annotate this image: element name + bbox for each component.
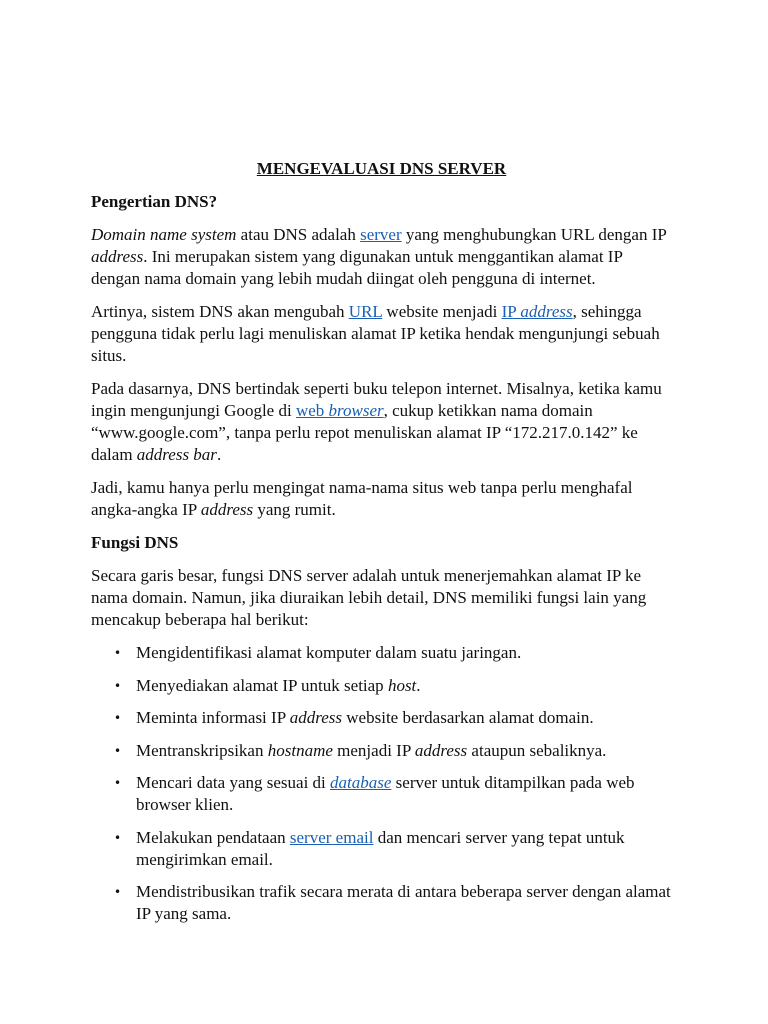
text-segment: menjadi IP [332, 740, 415, 760]
link-ip-address[interactable] [502, 302, 573, 321]
text-segment: atau DNS adalah [236, 225, 361, 244]
heading-fungsi-dns: Fungsi DNS [91, 533, 179, 552]
link-text: web [295, 401, 329, 420]
text-segment: Menyediakan alamat IP untuk setiap [136, 675, 388, 695]
text-segment: Meminta informasi IP [136, 708, 290, 727]
paragraph-meaning [91, 301, 672, 367]
text-segment: . Ini merupakan sistem yang digunakan untuk menggantikan alamat IP dengan nama domain yang lebih mudah diingat oleh pengguna di internet. [91, 247, 623, 288]
list-item [136, 881, 672, 925]
paragraph-summary [91, 477, 672, 521]
link-text: database [330, 773, 392, 792]
list-item [136, 772, 672, 816]
text-segment: address [289, 708, 343, 727]
link-text: IP [501, 302, 521, 321]
paragraph-definition [91, 224, 672, 290]
paragraph-functions-intro: Secara garis besar, fungsi DNS server adalah untuk menerjemahkan alamat IP ke nama domain. Namun, jika diuraikan lebih detail, DNS memiliki fungsi lain yang mencakup beberapa hal berikut: [91, 566, 647, 629]
text-segment: ataupun sebaliknya. [467, 740, 607, 760]
text-segment: . [416, 675, 421, 695]
text-segment: Mendistribusikan trafik secara merata di antara beberapa server dengan alamat IP yang sama. [136, 882, 671, 923]
text-segment: website menjadi [382, 302, 502, 321]
link-text: address [520, 302, 573, 321]
text-segment: server untuk ditampilkan pada web browser klien. [136, 773, 635, 814]
link-text: browser [328, 401, 384, 420]
text-segment: yang menghubungkan URL dengan IP [401, 225, 667, 244]
list-item [136, 707, 672, 729]
document-title: MENGEVALUASI DNS SERVER [256, 159, 507, 178]
text-segment: yang rumit. [253, 500, 336, 519]
text-segment: address bar [136, 445, 217, 464]
text-segment: address [200, 500, 254, 519]
paragraph-phonebook [91, 378, 672, 466]
text-segment: Pada dasarnya, DNS bertindak seperti buku telepon internet. Misalnya, ketika kamu ingin mengunjungi Google di [91, 379, 662, 420]
link-database[interactable] [330, 773, 391, 792]
text-segment: Jadi, kamu hanya perlu mengingat nama-nama situs web tanpa perlu menghafal angka-angka IP [91, 478, 633, 519]
text-segment: Mentranskripsikan [136, 740, 268, 760]
text-segment: address [91, 247, 144, 266]
text-segment: Mengidentifikasi alamat komputer dalam suatu jaringan. [136, 643, 522, 662]
text-segment: address [414, 740, 468, 760]
list-item [136, 642, 672, 664]
text-segment: Artinya, sistem DNS akan mengubah [91, 302, 349, 321]
text-segment: , sehingga pengguna tidak perlu lagi menuliskan alamat IP ketika hendak mengunjungi sebuah situs. [91, 302, 660, 365]
text-segment: Mencari data yang sesuai di [136, 773, 331, 792]
text-segment: hostname [267, 740, 333, 760]
list-item [136, 740, 672, 762]
link-web-browser[interactable] [296, 401, 384, 420]
text-segment: , cukup ketikkan nama domain “www.google.com”, tanpa perlu repot menuliskan alamat IP “172.217.0.142” ke dalam [91, 401, 638, 464]
text-segment: Domain name system [91, 225, 237, 244]
text-segment: website berdasarkan alamat domain. [342, 708, 594, 727]
link-server-email[interactable]: server email [289, 827, 374, 847]
link-server[interactable]: server [360, 225, 402, 244]
link-url[interactable]: URL [348, 302, 383, 321]
text-segment: Melakukan pendataan [136, 827, 290, 847]
list-item [136, 675, 672, 697]
list-item [136, 827, 672, 871]
functions-list [91, 642, 672, 925]
text-segment: . [216, 445, 222, 464]
text-segment: host [387, 675, 417, 695]
heading-pengertian-dns: Pengertian DNS? [91, 192, 218, 211]
text-segment: dan mencari server yang tepat untuk mengirimkan email. [136, 827, 625, 869]
